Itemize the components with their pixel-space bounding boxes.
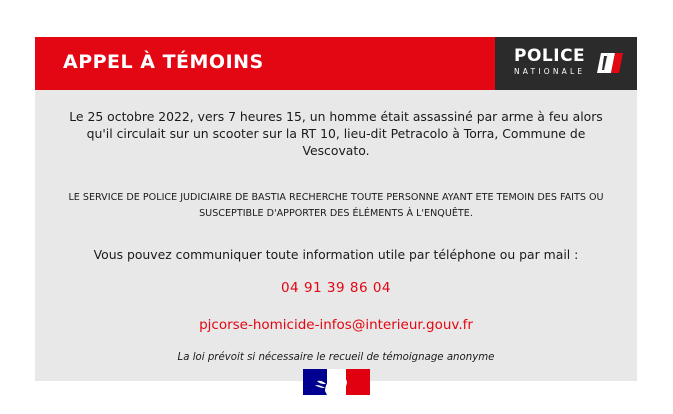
header-banner xyxy=(35,37,637,90)
email-address[interactable]: pjcorse-homicide-infos@interieur.gouv.fr xyxy=(199,317,473,333)
banner-title-area xyxy=(35,37,495,90)
incident-description: Le 25 octobre 2022, vers 7 heures 15, un homme était assassiné par arme à feu alors qu'il circulait sur un scooter sur la RT 10, lieu-dit Petracolo à Torra, Commune de Vescovato. xyxy=(69,109,603,158)
marianne-logo-icon xyxy=(303,369,370,395)
anonymity-note: La loi prévoit si nécessaire le recueil de témoignage anonyme xyxy=(177,352,495,363)
police-emblem-icon xyxy=(597,50,623,76)
logo-nationale-text: NATIONALE xyxy=(514,67,586,76)
page-title: APPEL À TÉMOINS xyxy=(63,51,264,73)
phone-number[interactable]: 04 91 39 86 04 xyxy=(280,280,392,296)
contact-intro: Vous pouvez communiquer toute information utile par téléphone ou par mail : xyxy=(93,247,579,262)
witness-appeal: LE SERVICE DE POLICE JUDICIAIRE DE BASTIA RECHERCHE TOUTE PERSONNE AYANT ETE TEMOIN DES FAITS OU SUSCEPTIBLE D'APPORTER DES ÉLÉMENTS À L'ENQUÊTE. xyxy=(68,192,604,219)
logo-police-text: POLICE xyxy=(514,46,586,66)
police-nationale-logo xyxy=(495,37,637,90)
